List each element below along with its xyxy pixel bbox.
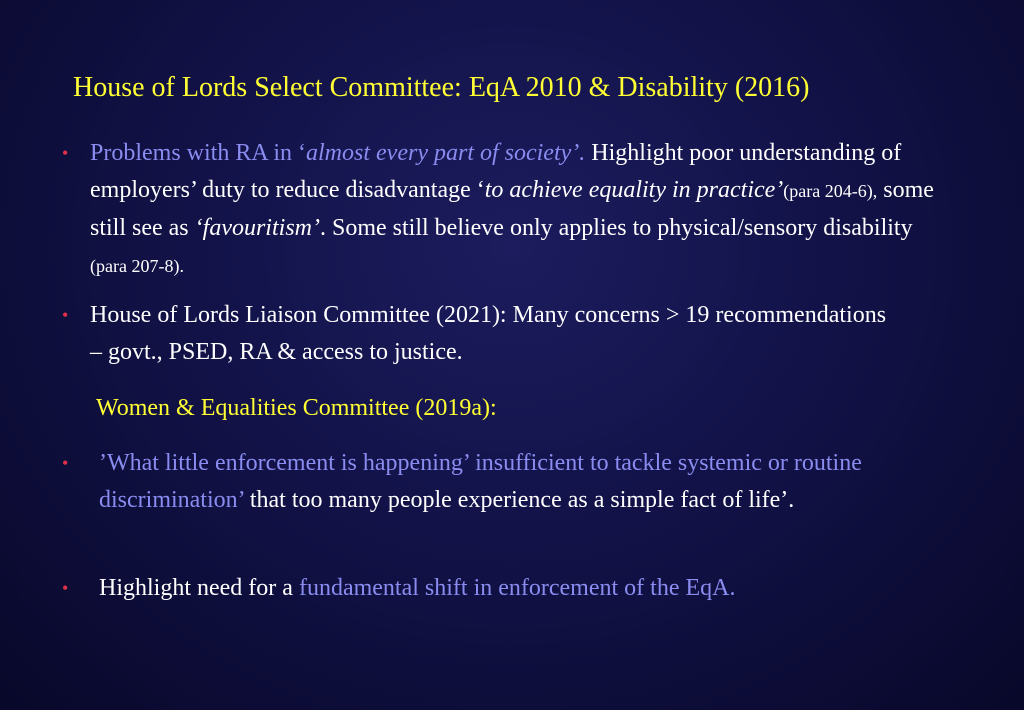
bullet-item-liaison-committee: House of Lords Liaison Committee (2021): Many concerns > 19 recommendations – govt., PSED, RA & access to justice. (90, 302, 887, 365)
bullet-text: some still see as (90, 177, 934, 241)
section-subheading: Women & Equalities Committee (2019a): (96, 395, 497, 421)
bullet-text-accent: Problems with RA in ‘ (90, 140, 307, 166)
quote-favouritism: ‘favouritism’ (194, 215, 320, 241)
bullet-item-fundamental-shift (99, 570, 959, 607)
para-reference: (para 204-6), (783, 181, 878, 201)
bullet-marker: • (62, 578, 69, 598)
quote-fundamental-shift: fundamental shift in enforcement of the EqA. (298, 575, 736, 601)
quote-little-enforcement: ’What little enforcement is happening’ insufficient to tackle systemic or routine discrimination’ (99, 450, 862, 513)
bullet-text: that too many people experience as a simple fact of life’. (243, 487, 795, 513)
slide-title: House of Lords Select Committee: EqA 2010 & Disability (2016) (73, 72, 810, 103)
quote-equality-in-practice: to achieve equality in practice’ (484, 177, 784, 203)
quote-almost-every-part: almost every part of society’. (306, 140, 586, 166)
bullet-text: Highlight need for a (99, 575, 299, 601)
bullet-text: . Some still believe only applies to physical/sensory disability (319, 215, 913, 241)
bullet-marker: • (62, 305, 69, 325)
bullet-item-enforcement (99, 445, 944, 519)
bullet-item-ra-problems (90, 135, 950, 285)
bullet-marker: • (62, 453, 69, 473)
para-reference: (para 207-8). (90, 256, 184, 276)
bullet-marker: • (62, 143, 69, 163)
bullet-text: Highlight poor understanding of employers’ duty to reduce disadvantage ‘ (90, 140, 902, 203)
